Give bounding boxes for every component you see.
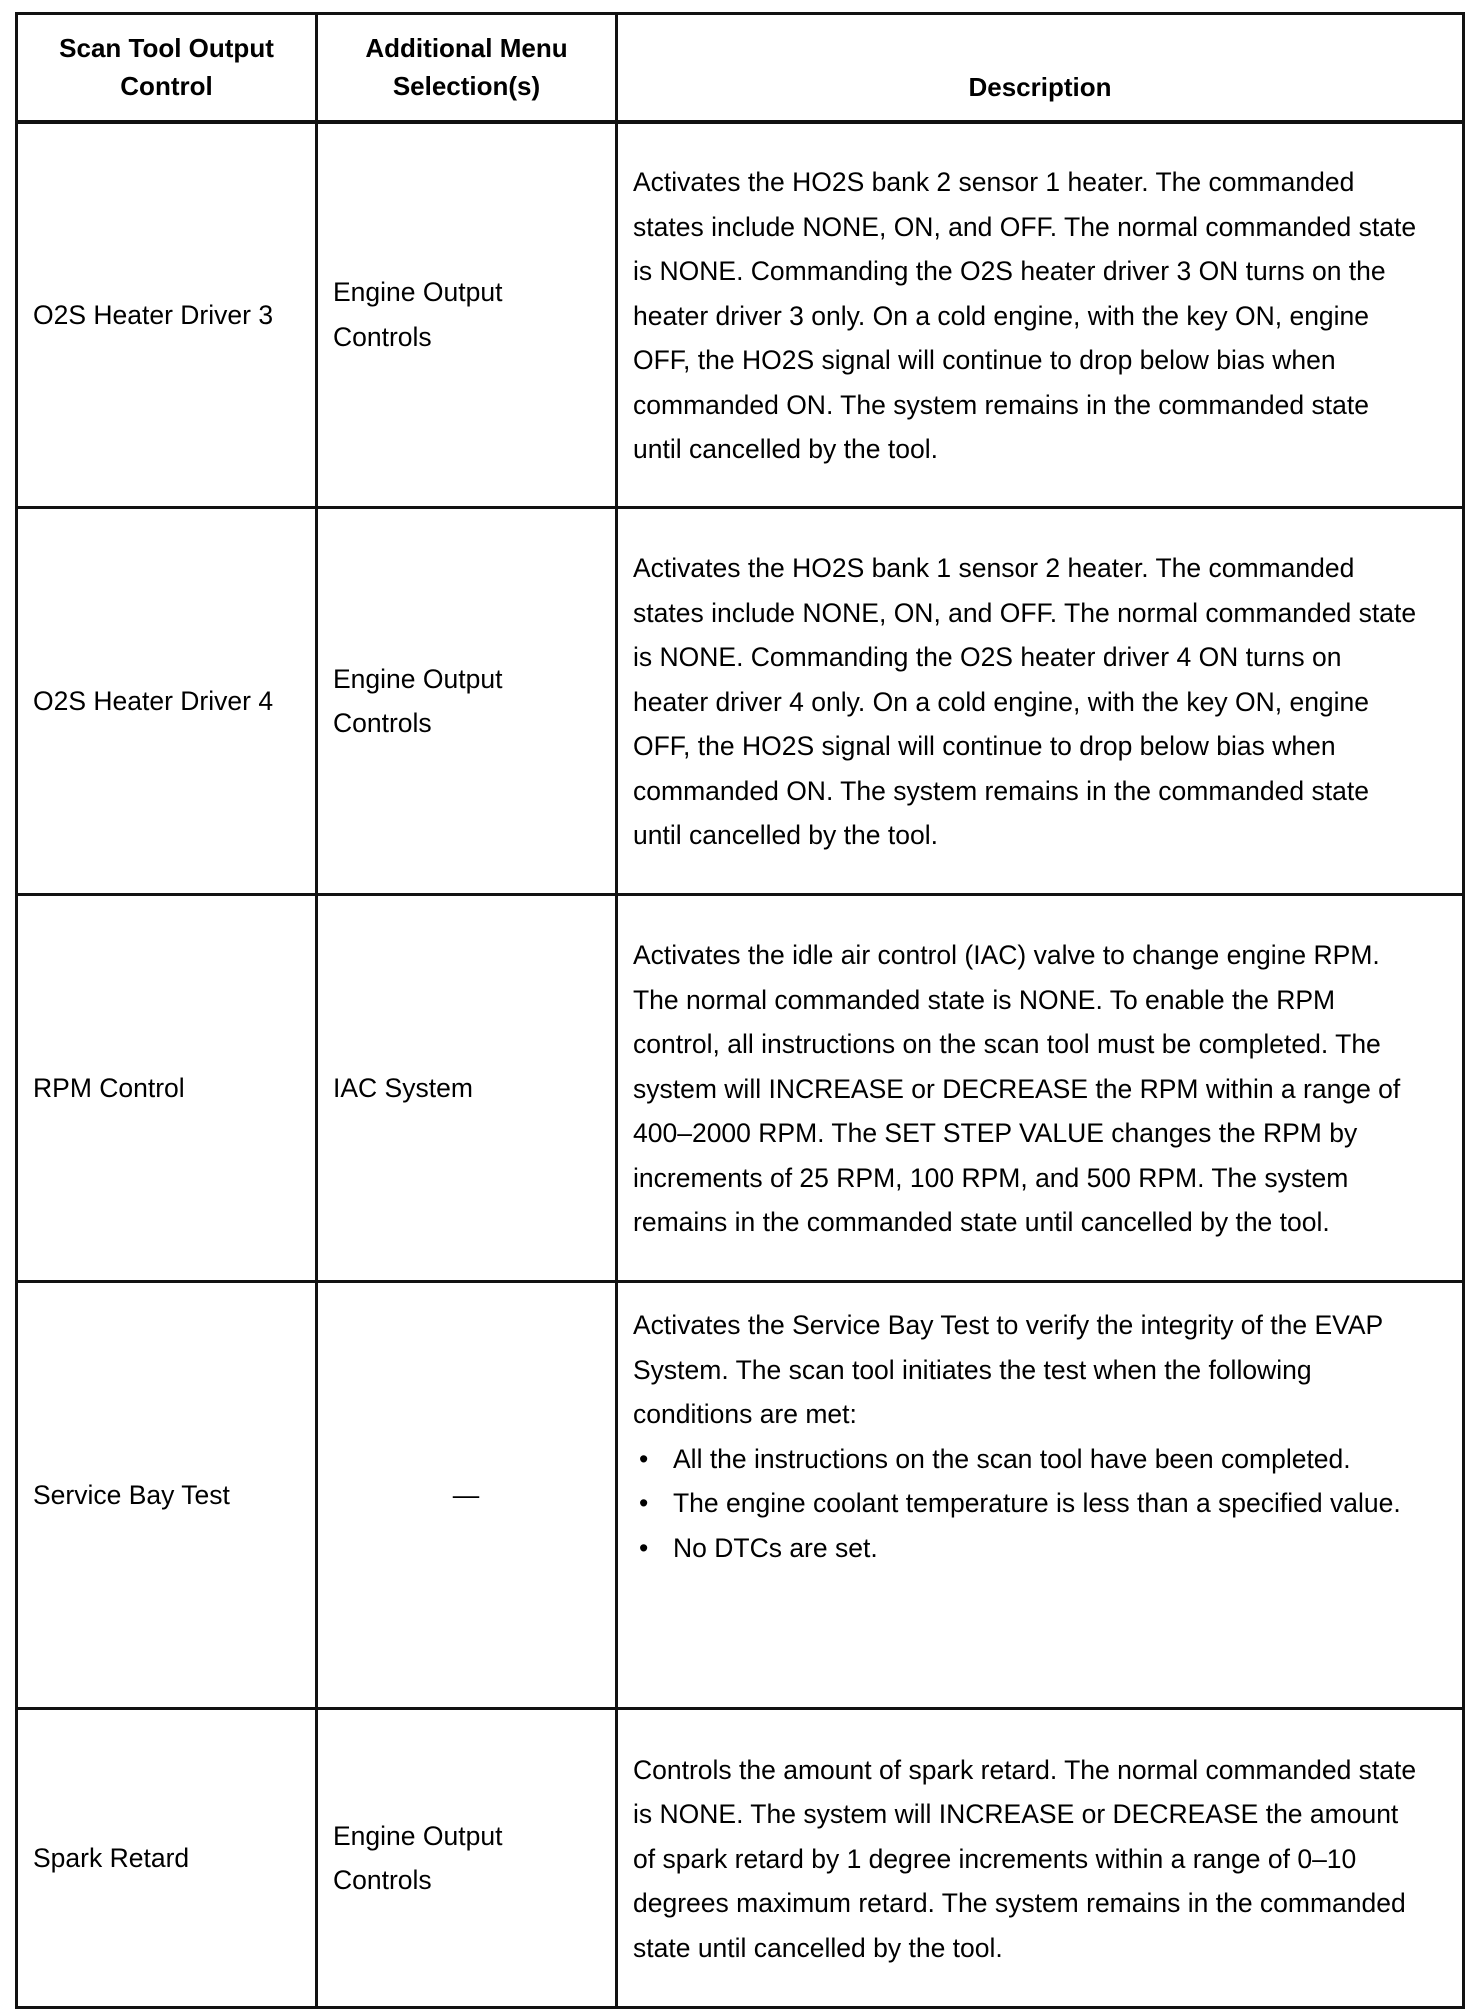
cell-description: Activates the idle air control (IAC) valve to change engine RPM. The normal commanded state is NONE. To enable the RPM control, all instructions on the scan tool must be completed. The system will INCREASE or DECREASE the RPM within a range of 400–2000 RPM. The SET STEP VALUE changes the RPM by increments of 25 RPM, 100 RPM, and 500 RPM. The system remains in the commanded state until cancelled by the tool. (617, 895, 1464, 1282)
header-output-control: Scan Tool Output Control (17, 14, 317, 122)
cell-output-control: O2S Heater Driver 4 (17, 508, 317, 895)
bullet-marker: • (639, 1532, 649, 1563)
cell-description: Activates the HO2S bank 1 sensor 2 heater. The commanded states include NONE, ON, and OFF. The normal commanded state is NONE. Commanding the O2S heater driver 4 ON turns on heater driver 4 only. On a cold engine, with the key ON, engine OFF, the HO2S signal will continue to drop below bias when commanded ON. The system remains in the commanded state until cancelled by the tool. (617, 508, 1464, 895)
header-description: Description (617, 14, 1464, 122)
bullet-marker: • (639, 1443, 649, 1474)
table-row (17, 1282, 1464, 1709)
cell-menu-selection: Engine Output Controls (317, 508, 617, 895)
table-row (17, 508, 1464, 895)
cell-menu-selection: Engine Output Controls (317, 1709, 617, 2008)
bullet-marker: • (639, 1488, 649, 1518)
bullet-text: The engine coolant temperature is less than a specified value. (673, 1488, 1401, 1518)
cell-menu-selection: Engine Output Controls (317, 122, 617, 508)
table-body (17, 122, 1464, 2008)
cell-menu-selection: — (317, 1282, 617, 1709)
header-row (17, 14, 1464, 122)
table-row (17, 122, 1464, 508)
cell-output-control: Service Bay Test (17, 1282, 317, 1709)
cell-menu-selection: IAC System (317, 895, 617, 1282)
table-row (17, 895, 1464, 1282)
table-header (17, 14, 1464, 122)
cell-description: Controls the amount of spark retard. The normal commanded state is NONE. The system will INCREASE or DECREASE the amount of spark retard by 1 degree increments within a range of 0–10 degrees maximum retard. The system remains in the commanded state until cancelled by the tool. (617, 1709, 1464, 2008)
table-row (17, 1709, 1464, 2008)
cell-output-control: Spark Retard (17, 1709, 317, 2008)
header-menu-selection: Additional Menu Selection(s) (317, 14, 617, 122)
cell-output-control: RPM Control (17, 895, 317, 1282)
cell-description: Activates the HO2S bank 2 sensor 1 heater. The commanded states include NONE, ON, and OFF. The normal commanded state is NONE. Commanding the O2S heater driver 3 ON turns on the heater driver 3 only. On a cold engine, with the key ON, engine OFF, the HO2S signal will continue to drop below bias when commanded ON. The system remains in the commanded state until cancelled by the tool. (617, 122, 1464, 508)
bullet-text: No DTCs are set. (673, 1532, 878, 1563)
bullet-text: All the instructions on the scan tool have been completed. (673, 1443, 1351, 1474)
cell-output-control: O2S Heater Driver 3 (17, 122, 317, 508)
output-controls-table (15, 12, 1465, 2009)
bullet-item (633, 1481, 1422, 1526)
bullet-item (633, 1437, 1422, 1482)
description-intro: Activates the Service Bay Test to verify the integrity of the EVAP System. The scan tool initiates the test when the following conditions are met: (633, 1310, 1383, 1429)
bullet-item (633, 1526, 1422, 1571)
cell-description (617, 1282, 1464, 1709)
